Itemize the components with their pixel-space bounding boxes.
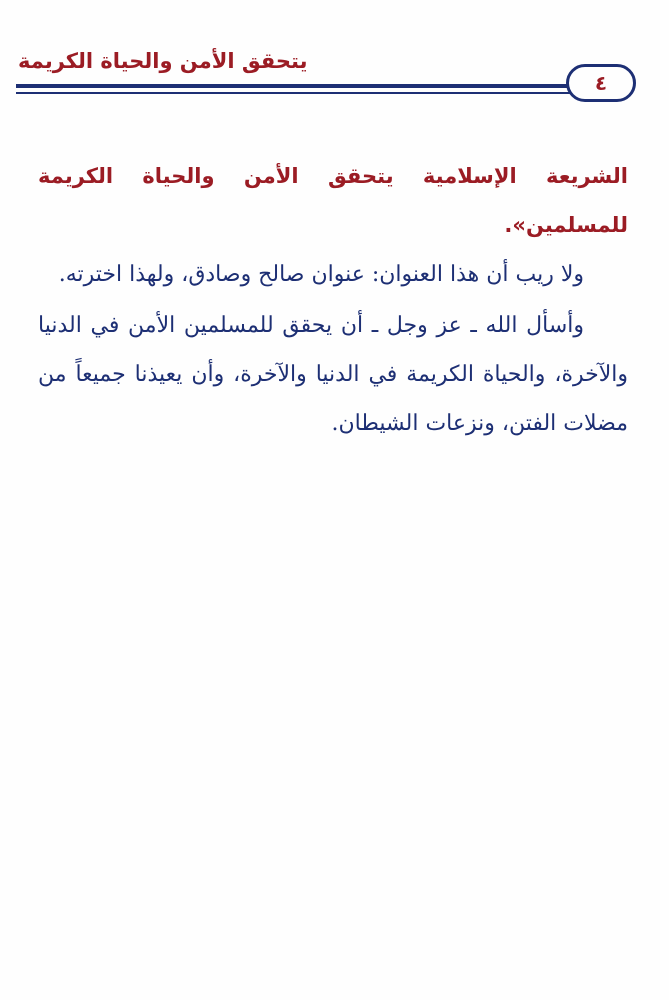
quote-line: الشريعة الإسلامية يتحقق الأمن والحياة الكريمة للمسلمين». bbox=[38, 164, 628, 237]
paragraph-1: ولا ريب أن هذا العنوان: عنوان صالح وصادق، ولهذا اخترته. bbox=[58, 262, 584, 287]
body-text bbox=[38, 152, 628, 448]
header-rule-thick bbox=[16, 84, 572, 88]
header-rule-thin bbox=[16, 92, 572, 94]
page-number-frame bbox=[566, 64, 636, 102]
paragraph-2: وأسأل الله ـ عز وجل ـ أن يحقق للمسلمين الأمن في الدنيا والآخرة، والحياة الكريمة في الدنيا والآخرة، وأن يعيذنا جميعاً من مضلات الفتن، ونزعات الشيطان. bbox=[38, 313, 628, 436]
running-title: يتحقق الأمن والحياة الكريمة bbox=[18, 49, 308, 73]
page-number: ٤ bbox=[594, 71, 608, 95]
